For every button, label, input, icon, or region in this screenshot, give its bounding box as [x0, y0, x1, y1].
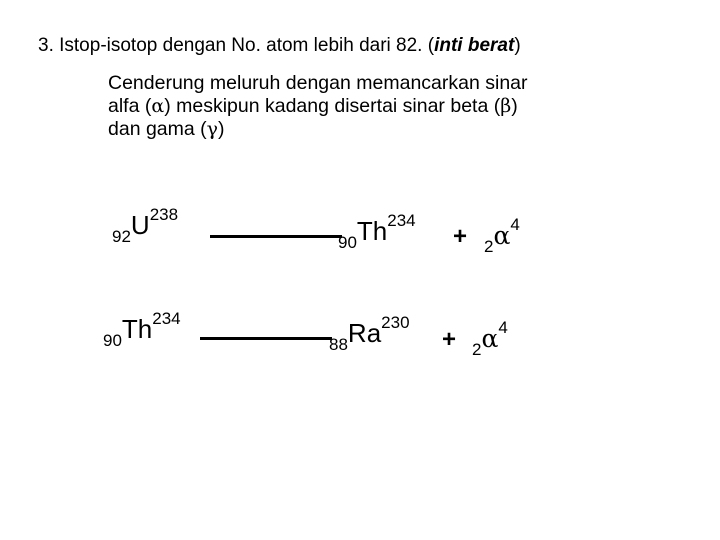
alpha-particle-symbol: α: [481, 324, 499, 353]
description-close-paren-2: ): [218, 118, 225, 140]
description-alfa-text: alfa (: [108, 95, 152, 117]
mass-number: 234: [152, 309, 181, 328]
mass-number: 230: [381, 313, 410, 332]
reaction-1-arrow: [210, 235, 342, 238]
atomic-number: 92: [112, 227, 131, 246]
alpha-symbol: α: [151, 95, 165, 117]
mass-number: 4: [498, 318, 508, 337]
atomic-number: 88: [329, 335, 348, 354]
description-gama-text: dan gama (: [108, 118, 207, 140]
heading-suffix: ): [514, 35, 521, 56]
description-line-3: [108, 118, 528, 141]
description-beta-text: ) meskipun kadang disertai sinar beta (: [164, 95, 501, 117]
description-close-paren: ): [511, 95, 518, 117]
slide-heading: [38, 35, 521, 57]
atomic-number: 2: [472, 340, 482, 359]
element-symbol: Th: [121, 314, 153, 344]
alpha-particle-symbol: α: [493, 221, 511, 250]
reaction-2-arrow: [200, 337, 332, 340]
reaction-1-particle: [484, 215, 520, 256]
heading-text: 3. Istop-isotop dengan No. atom lebih dari 82. (: [38, 35, 435, 56]
description-line-2: [108, 95, 528, 118]
element-symbol: Th: [356, 216, 388, 246]
atomic-number: 90: [338, 233, 357, 252]
reaction-2-product: [329, 313, 410, 354]
mass-number: 238: [149, 205, 179, 224]
reaction-2-plus: +: [442, 326, 457, 353]
reaction-1-product: [338, 211, 416, 252]
element-symbol: Ra: [347, 318, 382, 348]
description-line-1: Cenderung meluruh dengan memancarkan sinar: [108, 72, 528, 94]
heading-emphasis: inti berat: [434, 35, 515, 56]
reaction-2-particle: [472, 318, 508, 359]
reaction-1-plus: +: [453, 223, 468, 250]
gamma-symbol: γ: [206, 118, 219, 140]
mass-number: 4: [510, 215, 520, 234]
atomic-number: 2: [484, 237, 494, 256]
beta-symbol: β: [500, 95, 512, 117]
decay-description: [108, 72, 528, 141]
mass-number: 234: [387, 211, 416, 230]
element-symbol: U: [130, 210, 150, 240]
atomic-number: 90: [103, 331, 122, 350]
reaction-1-reactant: [112, 205, 179, 246]
reaction-2-reactant: [103, 309, 181, 350]
